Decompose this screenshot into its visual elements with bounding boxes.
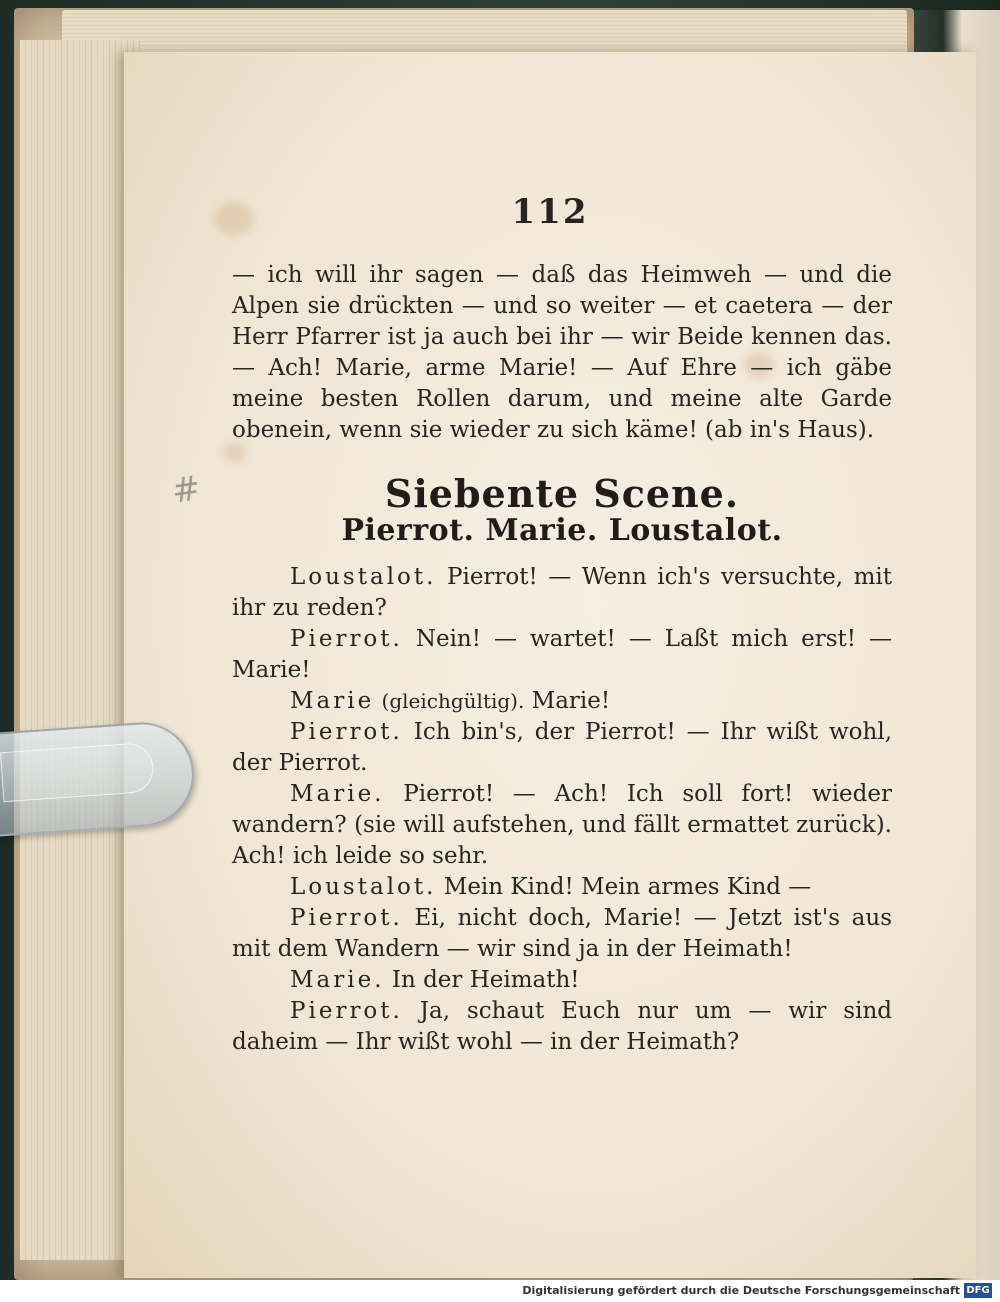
speaker-name: Pierrot. <box>290 719 403 745</box>
book-page <box>124 52 976 1278</box>
dfg-logo-icon: DFG <box>964 1283 992 1298</box>
dialogue-line <box>232 686 892 717</box>
dialogue-text: Pierrot! — Wenn ich's versuchte, mit ihr zu reden? <box>232 564 893 621</box>
dialogue-text: Mein Kind! Mein armes Kind — <box>443 874 812 900</box>
speaker-name: Marie. <box>290 967 385 993</box>
footer-credit: Digitalisierung gefördert durch die Deutsche Forschungsgemeinschaft <box>522 1284 960 1297</box>
dialogue-line <box>232 903 892 965</box>
dialogue-line <box>232 779 892 872</box>
speaker-name: Pierrot. <box>290 626 403 652</box>
speaker-name: Loustalot. <box>290 564 437 590</box>
stage-direction: (gleichgültig). <box>381 689 525 713</box>
speaker-name: Marie. <box>290 781 385 807</box>
dialogue-line <box>232 624 892 686</box>
dialogue-line <box>232 996 892 1058</box>
dialogue-line <box>232 872 892 903</box>
page-stack-left <box>20 40 140 1260</box>
continuation-paragraph: — ich will ihr sagen — daß das Heimweh — und die Alpen sie drückten — und so weiter — et caetera — der Herr Pfarrer ist ja auch bei ihr — wir Beide kennen das. — Ach! Marie, arme Marie! — Auf Ehre — ich gäbe meine besten Rollen darum, und meine alte Garde obenein, wenn sie wieder zu sich käme! (ab in's Haus). <box>232 262 892 443</box>
speaker-name: Pierrot. <box>290 905 403 931</box>
page-clip-highlight <box>0 742 155 802</box>
footer-bar <box>0 1280 1000 1302</box>
dialogue-text: Pierrot! — Ach! Ich soll fort! wieder wandern? (sie will aufstehen, und fällt ermattet zurück). Ach! ich leide so sehr. <box>232 781 892 869</box>
speaker-name: Loustalot. <box>290 874 437 900</box>
dialogue-text: Ei, nicht doch, Marie! — Jetzt ist's aus mit dem Wandern — wir sind ja in der Heimath! <box>232 905 893 962</box>
speaker-name: Pierrot. <box>290 998 403 1024</box>
scene-title: Siebente Scene. <box>384 471 740 516</box>
scene-persons: Pierrot. Marie. Loustalot. <box>341 513 783 548</box>
dialogue-text: Nein! — wartet! — Laßt mich erst! — Marie! <box>232 626 893 683</box>
dialogue-text: In der Heimath! <box>391 967 580 993</box>
dialogue-line <box>232 965 892 996</box>
dialogue-line <box>232 717 892 779</box>
speaker-name: Marie <box>290 688 375 714</box>
page-clip <box>0 719 197 837</box>
page-number: 112 <box>511 192 589 232</box>
text-block <box>232 260 892 1058</box>
pencil-mark: # <box>169 468 204 512</box>
dialogue-line <box>232 562 892 624</box>
dialogue-text: Ich bin's, der Pierrot! — Ihr wißt wohl, der Pierrot. <box>232 719 893 776</box>
dialogue-text: Ja, schaut Euch nur um — wir sind daheim — Ihr wißt wohl — in der Heimath? <box>232 998 892 1055</box>
dialogue-text: Marie! <box>531 688 611 714</box>
